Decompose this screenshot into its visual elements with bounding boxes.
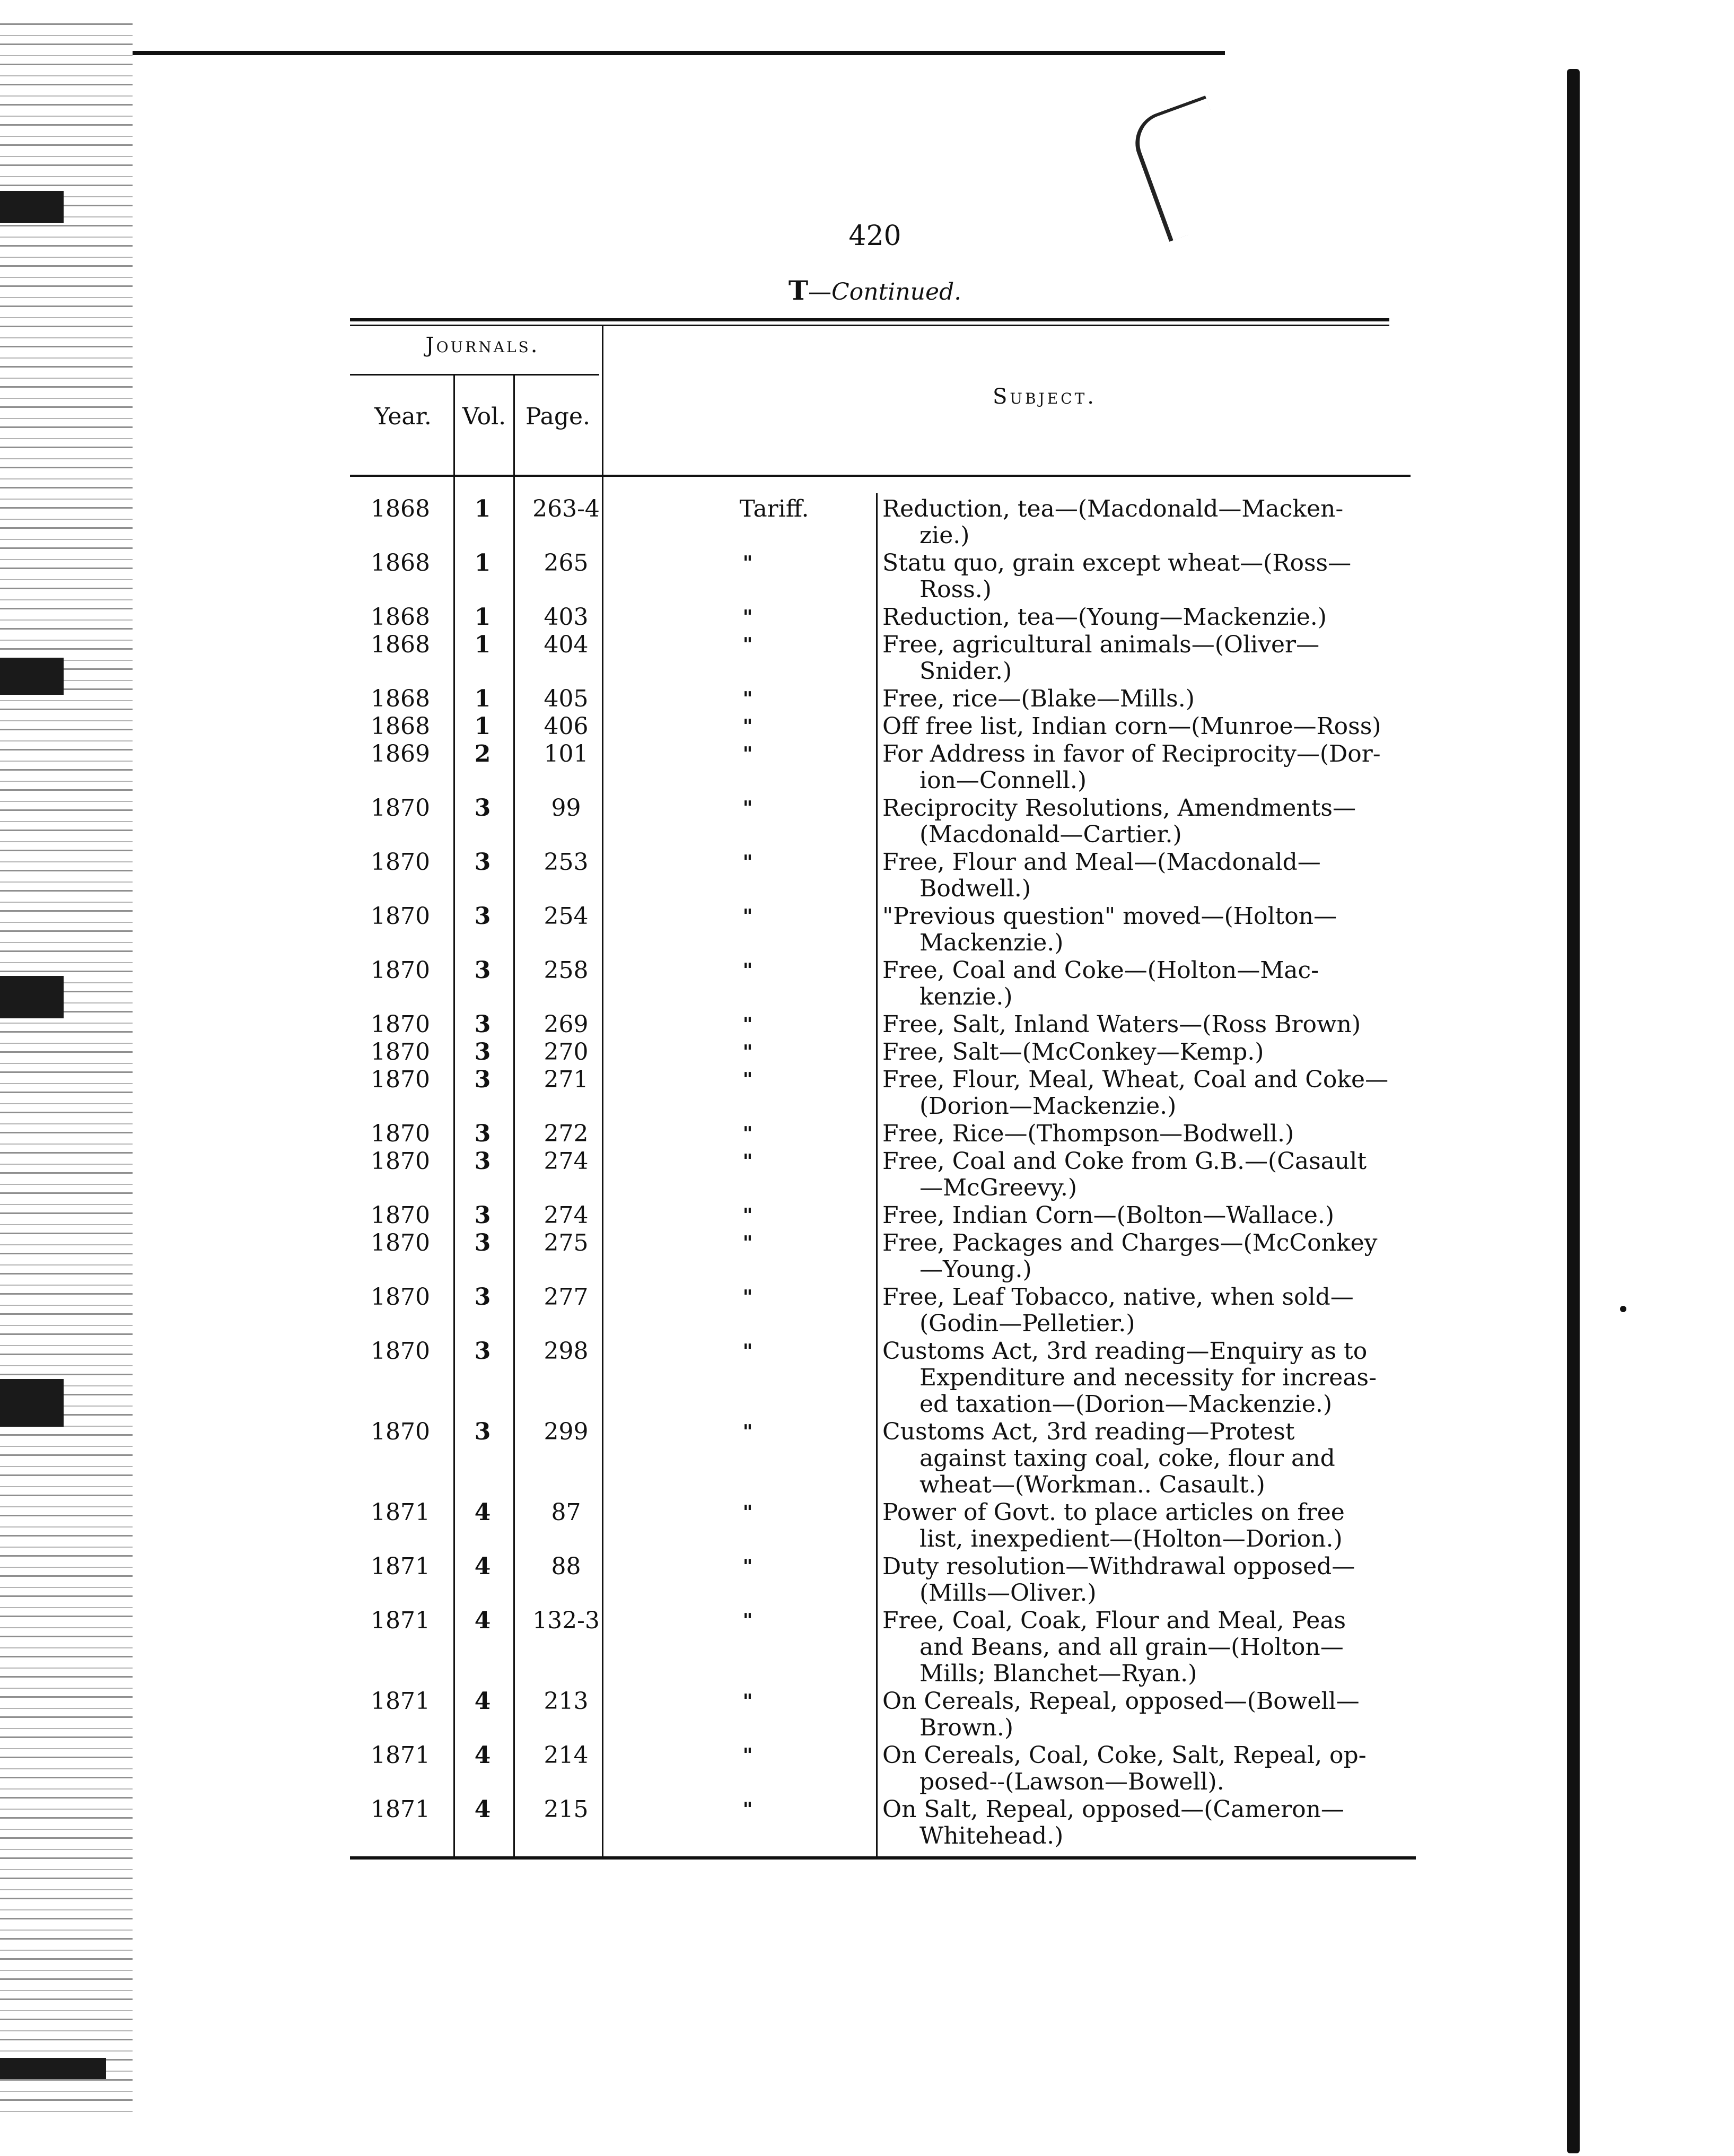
scan-left-edge [0,16,133,2116]
row-subject [882,496,1418,549]
subject-line: wheat—(Workman.. Casault.) [919,1471,1265,1498]
subject-line: and Beans, and all grain—(Holton— [919,1634,1344,1661]
subject-line: Free, Leaf Tobacco, native, when sold— [882,1284,1354,1311]
section-letter: T [788,275,809,306]
row-vol: 3 [474,1066,491,1093]
subject-line: —McGreevy.) [919,1174,1077,1201]
row-year: 1870 [371,1338,430,1365]
row-year: 1870 [371,1066,430,1093]
row-heading: " [742,959,753,982]
header-bottom-rule [350,475,1411,477]
row-page: 254 [544,903,589,930]
year-heading: Year. [374,403,432,430]
subject-line: (Godin—Pelletier.) [919,1310,1135,1337]
row-vol: 3 [474,1338,491,1365]
subject-line: On Cereals, Coal, Coke, Salt, Repeal, op- [882,1742,1367,1769]
row-page: 403 [544,604,589,631]
subject-line: Duty resolution—Withdrawal opposed— [882,1553,1355,1580]
scan-top-rule [133,51,1225,55]
row-year: 1871 [371,1742,430,1769]
subject-line: list, inexpedient—(Holton—Dorion.) [919,1525,1343,1552]
row-heading: " [742,1502,753,1524]
subject-line: On Cereals, Repeal, opposed—(Bowell— [882,1688,1360,1715]
row-heading: " [742,688,753,710]
row-subject [882,1419,1418,1498]
row-page: 406 [544,713,589,740]
row-year: 1868 [371,713,430,740]
row-vol: 3 [474,795,491,822]
row-subject [882,1338,1418,1418]
row-year: 1868 [371,495,430,522]
scan-left-edge-dark [0,976,64,1018]
row-year: 1870 [371,1284,430,1311]
row-page: 265 [544,549,589,577]
row-page: 213 [544,1688,589,1715]
subject-line: Brown.) [919,1714,1014,1741]
row-heading: " [742,1556,753,1578]
row-subject [882,1067,1418,1120]
row-subject [882,1011,1418,1038]
row-year: 1871 [371,1688,430,1715]
subject-line: posed--(Lawson—Bowell). [919,1768,1224,1795]
row-heading: " [742,1014,753,1036]
row-page: 404 [544,631,589,658]
row-year: 1870 [371,903,430,930]
row-heading: " [742,1421,753,1443]
scan-left-edge-dark [0,658,64,695]
row-heading: " [742,606,753,629]
subject-line: Ross.) [919,576,992,603]
row-vol: 4 [474,1499,491,1526]
row-year: 1870 [371,1148,430,1175]
row-page: 299 [544,1418,589,1445]
subject-line: Free, Rice—(Thompson—Bodwell.) [882,1120,1294,1147]
row-heading: " [742,1041,753,1063]
row-page: 132-3 [532,1607,600,1634]
subject-line: For Address in favor of Reciprocity—(Dor- [882,740,1381,767]
subject-line: Off free list, Indian corn—(Munroe—Ross) [882,713,1381,740]
row-page: 277 [544,1284,589,1311]
row-vol: 3 [474,957,491,984]
journals-underline [350,374,599,376]
scan-left-edge-dark [0,191,64,223]
subject-line: kenzie.) [919,983,1013,1010]
row-page: 101 [544,740,589,767]
row-year: 1868 [371,549,430,577]
row-page: 405 [544,685,589,712]
table-bottom-rule [350,1856,1416,1860]
row-year: 1870 [371,957,430,984]
row-vol: 3 [474,1284,491,1311]
column-divider-vol-page [513,374,515,1856]
row-subject [882,1148,1418,1201]
row-vol: 4 [474,1688,491,1715]
row-vol: 3 [474,849,491,876]
row-heading: " [742,634,753,656]
row-vol: 1 [474,631,491,658]
row-vol: 4 [474,1607,491,1634]
row-heading: " [742,1610,753,1632]
subject-line: Free, Packages and Charges—(McConkey [882,1229,1378,1256]
table-top-rule [350,318,1389,321]
row-heading: " [742,1690,753,1713]
row-heading: Tariff. [739,495,809,522]
row-heading: " [742,1799,753,1821]
row-page: 275 [544,1229,589,1256]
row-subject [882,632,1418,685]
row-heading: " [742,1232,753,1254]
row-heading: " [742,1744,753,1767]
row-heading: " [742,851,753,874]
page-heading: Page. [525,403,591,430]
row-year: 1871 [371,1499,430,1526]
subject-line: On Salt, Repeal, opposed—(Cameron— [882,1796,1344,1823]
row-vol: 1 [474,713,491,740]
row-subject [882,1230,1418,1283]
row-year: 1868 [371,631,430,658]
subject-line: Free, Salt, Inland Waters—(Ross Brown) [882,1011,1361,1038]
scan-left-edge-dark [0,1379,64,1427]
row-subject [882,1608,1418,1687]
subject-line: zie.) [919,522,970,549]
row-vol: 1 [474,604,491,631]
row-page: 271 [544,1066,589,1093]
subject-line: Customs Act, 3rd reading—Enquiry as to [882,1338,1368,1365]
row-year: 1870 [371,1120,430,1147]
row-page: 258 [544,957,589,984]
row-subject [882,1688,1418,1741]
subject-line: Free, Salt—(McConkey—Kemp.) [882,1038,1264,1066]
subject-line: Mackenzie.) [919,929,1064,956]
row-year: 1870 [371,1202,430,1229]
row-vol: 3 [474,1011,491,1038]
row-heading: " [742,1340,753,1363]
row-subject [882,686,1418,712]
row-subject [882,550,1418,603]
row-heading: " [742,905,753,928]
row-vol: 4 [474,1742,491,1769]
row-subject [882,1202,1418,1229]
row-page: 269 [544,1011,589,1038]
subject-line: Free, Indian Corn—(Bolton—Wallace.) [882,1202,1335,1229]
row-heading: " [742,1150,753,1173]
row-vol: 1 [474,495,491,522]
row-vol: 2 [474,740,491,767]
corner-pencil-mark [1126,95,1248,242]
row-year: 1870 [371,1418,430,1445]
subject-line: Bodwell.) [919,875,1031,902]
row-subject [882,1284,1418,1337]
row-vol: 4 [474,1553,491,1580]
row-subject [882,957,1418,1010]
subject-line: Expenditure and necessity for increas- [919,1364,1377,1391]
row-page: 215 [544,1796,589,1823]
stray-dot [1620,1306,1626,1312]
subject-heading: Subject. [992,385,1097,409]
subject-line: Reduction, tea—(Young—Mackenzie.) [882,604,1327,631]
row-subject [882,604,1418,631]
subject-line: Whitehead.) [919,1822,1064,1849]
row-vol: 3 [474,1038,491,1066]
row-subject [882,1553,1418,1607]
row-page: 87 [551,1499,581,1526]
row-heading: " [742,1204,753,1227]
row-year: 1869 [371,740,430,767]
row-page: 298 [544,1338,589,1365]
row-vol: 4 [474,1796,491,1823]
row-vol: 1 [474,685,491,712]
row-heading: " [742,797,753,819]
row-subject [882,903,1418,956]
row-year: 1868 [371,685,430,712]
row-year: 1870 [371,849,430,876]
row-vol: 3 [474,1202,491,1229]
row-year: 1870 [371,1229,430,1256]
row-heading: " [742,1123,753,1145]
subject-line: Statu quo, grain except wheat—(Ross— [882,549,1352,577]
row-subject [882,1499,1418,1552]
subject-line: Free, Coal, Coak, Flour and Meal, Peas [882,1607,1346,1634]
subject-line: —Young.) [919,1256,1032,1283]
row-year: 1870 [371,1038,430,1066]
row-subject [882,1742,1418,1795]
subject-line: Free, Flour and Meal—(Macdonald— [882,849,1321,876]
scan-right-bar [1567,69,1580,2153]
row-page: 214 [544,1742,589,1769]
section-heading: T—Continued. [788,275,962,306]
row-year: 1870 [371,795,430,822]
row-page: 263-4 [532,495,600,522]
vol-heading: Vol. [462,403,506,430]
row-heading: " [742,743,753,765]
row-vol: 3 [474,1229,491,1256]
subject-line: Mills; Blanchet—Ryan.) [919,1660,1197,1687]
section-continued: Continued. [831,278,962,305]
row-subject [882,849,1418,902]
row-vol: 1 [474,549,491,577]
row-heading: " [742,1286,753,1308]
row-heading: " [742,552,753,574]
row-subject [882,795,1418,848]
row-page: 88 [551,1553,581,1580]
row-page: 274 [544,1202,589,1229]
row-heading: " [742,1069,753,1091]
row-subject [882,1039,1418,1066]
row-page: 99 [551,795,581,822]
subject-line: ed taxation—(Dorion—Mackenzie.) [919,1391,1333,1418]
subject-line: (Mills—Oliver.) [919,1579,1097,1607]
column-divider-head-subject [876,493,878,1856]
subject-line: Free, agricultural animals—(Oliver— [882,631,1320,658]
row-year: 1871 [371,1796,430,1823]
table-top-rule-thin [350,325,1389,326]
scan-left-edge-dark [0,2058,106,2079]
row-subject [882,741,1418,794]
row-page: 272 [544,1120,589,1147]
subject-line: "Previous question" moved—(Holton— [882,903,1337,930]
subject-line: Free, Coal and Coke from G.B.—(Casault [882,1148,1367,1175]
row-subject [882,1796,1418,1849]
row-vol: 3 [474,903,491,930]
subject-line: Customs Act, 3rd reading—Protest [882,1418,1295,1445]
subject-line: Free, Flour, Meal, Wheat, Coal and Coke— [882,1066,1389,1093]
row-vol: 3 [474,1418,491,1445]
subject-line: (Dorion—Mackenzie.) [919,1093,1177,1120]
row-year: 1868 [371,604,430,631]
row-subject [882,713,1418,740]
row-page: 270 [544,1038,589,1066]
row-year: 1871 [371,1553,430,1580]
page-number: 420 [848,220,901,252]
subject-line: Power of Govt. to place articles on free [882,1499,1345,1526]
subject-line: (Macdonald—Cartier.) [919,821,1182,848]
journals-heading: Journals. [425,333,540,357]
row-vol: 3 [474,1148,491,1175]
subject-line: Reciprocity Resolutions, Amendments— [882,795,1356,822]
row-vol: 3 [474,1120,491,1147]
subject-line: Reduction, tea—(Macdonald—Macken- [882,495,1344,522]
row-page: 253 [544,849,589,876]
row-year: 1871 [371,1607,430,1634]
subject-line: Free, rice—(Blake—Mills.) [882,685,1195,712]
subject-line: against taxing coal, coke, flour and [919,1445,1335,1472]
row-page: 274 [544,1148,589,1175]
subject-line: Free, Coal and Coke—(Holton—Mac- [882,957,1319,984]
row-subject [882,1121,1418,1147]
row-year: 1870 [371,1011,430,1038]
subject-line: ion—Connell.) [919,767,1087,794]
row-heading: " [742,715,753,738]
subject-line: Snider.) [919,658,1012,685]
